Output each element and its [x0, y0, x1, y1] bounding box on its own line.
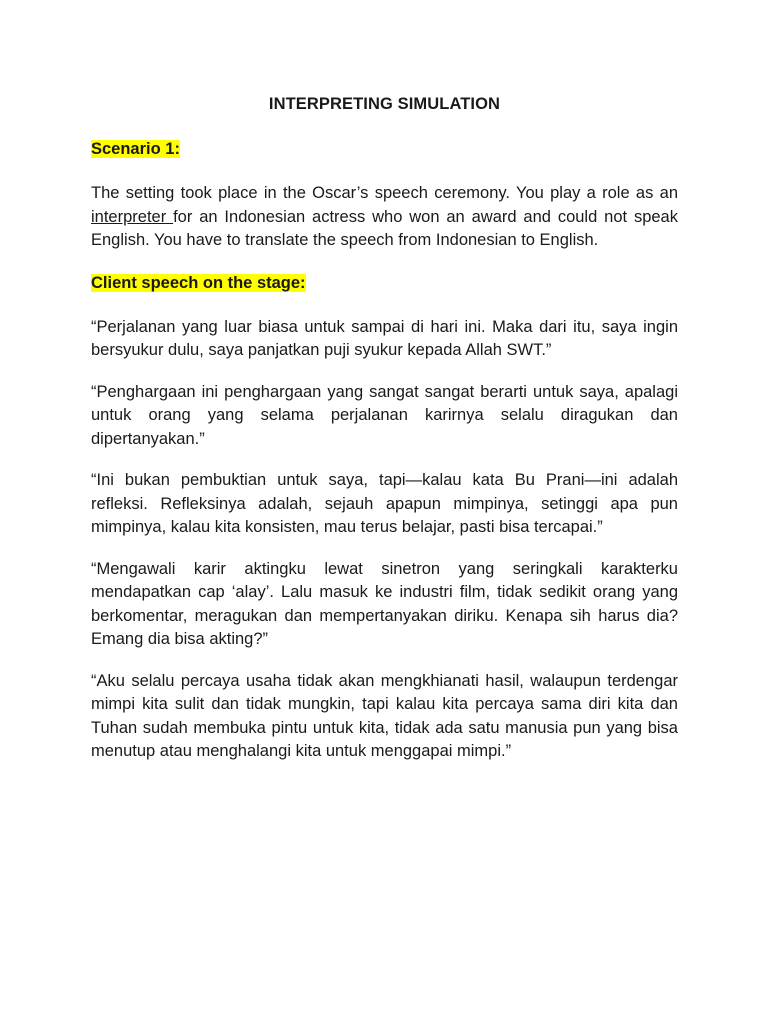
document-page — [91, 92, 678, 764]
speech-paragraph: “Penghargaan ini penghargaan yang sangat sangat berarti untuk saya, apalagi untuk orang yang selama perjalanan karirnya selalu diragukan dan dipertanyakan.” — [91, 382, 678, 448]
speech-paragraph: “Mengawali karir aktingku lewat sinetron yang seringkali karakterku mendapatkan cap ‘alay’. Lalu masuk ke industri film, tidak sedikit orang yang berkomentar, meragukan dan mempertanyakan diriku. Kenapa sih harus dia? Emang dia bisa akting?” — [91, 559, 678, 648]
speech-heading — [91, 271, 678, 295]
speech-heading-highlight: Client speech on the stage: — [91, 273, 306, 292]
speech-paragraph: “Perjalanan yang luar biasa untuk sampai di hari ini. Maka dari itu, saya ingin bersyukur dulu, saya panjatkan puji syukur kepada Allah SWT.” — [91, 317, 678, 359]
setting-paragraph — [91, 182, 678, 253]
speech-paragraph: “Aku selalu percaya usaha tidak akan mengkhianati hasil, walaupun terdengar mimpi kita sulit dan tidak mungkin, tapi kalau kita percaya sama diri kita dan Tuhan sudah membuka pintu untuk kita, tidak ada satu manusia pun yang bisa menutup atau menghalangi kita untuk menggapai mimpi.” — [91, 671, 678, 760]
setting-text-after: for an Indonesian actress who won an award and could not speak English. You have to translate the speech from Indonesian to English. — [91, 207, 678, 249]
setting-text-before: The setting took place in the Oscar’s speech ceremony. You play a role as an — [91, 184, 678, 202]
speech-paragraph: “Ini bukan pembuktian untuk saya, tapi—kalau kata Bu Prani—ini adalah refleksi. Refleksinya adalah, sejauh apapun mimpinya, setinggi apa pun mimpinya, kalau kita konsisten, mau terus belajar, pasti bisa tercapai.” — [91, 471, 678, 536]
scenario-heading-highlight: Scenario 1: — [91, 140, 180, 158]
document-title: INTERPRETING SIMULATION — [268, 95, 501, 113]
scenario-heading — [91, 137, 678, 161]
interpreter-underlined-term: interpreter — [91, 207, 174, 226]
